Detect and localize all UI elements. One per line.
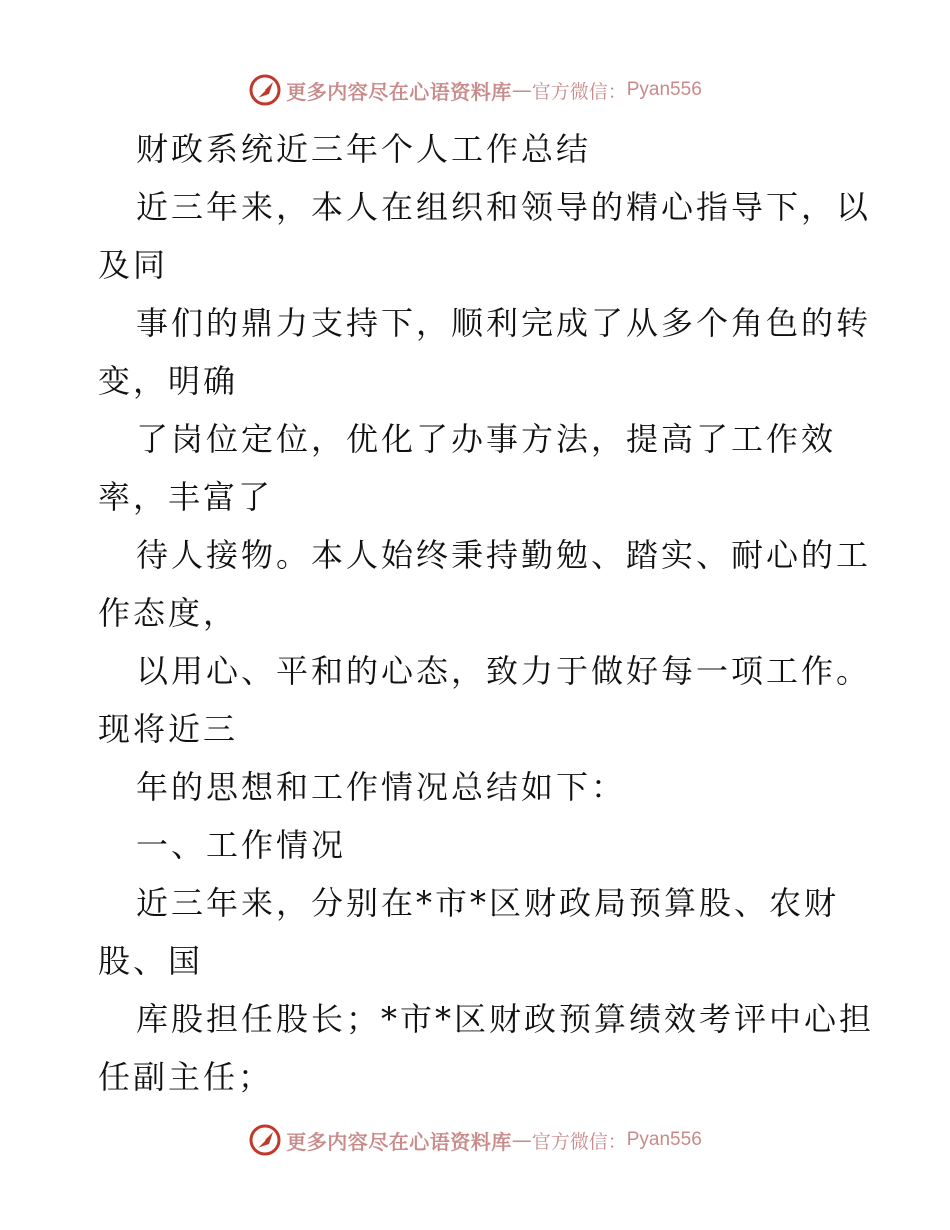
paragraph-line: 事们的鼎力支持下，顺利完成了从多个角色的转: [136, 304, 872, 342]
paragraph-line: 作态度，: [98, 594, 239, 632]
banner-dash: —: [511, 78, 532, 102]
footer-banner: [0, 1120, 950, 1160]
banner-wechat-label: 官方微信：: [531, 80, 627, 103]
quill-logo-icon: [248, 73, 282, 107]
paragraph-line: 变，明确: [98, 362, 239, 400]
banner-text: 更多内容尽在心语资料库: [286, 79, 512, 104]
paragraph-line: 任副主任；: [98, 1058, 274, 1096]
banner-wechat-id: Pyan556: [626, 1129, 702, 1150]
banner-dash: —: [511, 1128, 532, 1152]
paragraph-line: 以用心、平和的心态，致力于做好每一项工作。: [136, 652, 872, 690]
paragraph-line: 股、国: [98, 942, 204, 980]
header-banner: [0, 70, 950, 110]
document-title: 财政系统近三年个人工作总结: [136, 130, 592, 168]
quill-logo-icon: [248, 1123, 282, 1157]
paragraph-line: 库股担任股长；*市*区财政预算绩效考评中心担: [136, 1000, 875, 1038]
paragraph-line: 近三年来，本人在组织和领导的精心指导下，以: [136, 188, 872, 226]
paragraph-line: 了岗位定位，优化了办事方法，提高了工作效: [136, 420, 837, 458]
paragraph-line: 及同: [98, 246, 169, 284]
banner-wechat-label: 官方微信：: [531, 1130, 627, 1153]
paragraph-line: 待人接物。本人始终秉持勤勉、踏实、耐心的工: [136, 536, 872, 574]
banner-text: 更多内容尽在心语资料库: [286, 1129, 512, 1154]
section-heading: 一、工作情况: [136, 826, 347, 864]
paragraph-line: 率，丰富了: [98, 478, 274, 516]
paragraph-line: 年的思想和工作情况总结如下：: [136, 768, 627, 806]
paragraph-line: 近三年来，分别在*市*区财政局预算股、农财: [136, 884, 840, 922]
document-body: [98, 120, 875, 1106]
paragraph-line: 现将近三: [98, 710, 239, 748]
banner-wechat-id: Pyan556: [626, 79, 702, 100]
